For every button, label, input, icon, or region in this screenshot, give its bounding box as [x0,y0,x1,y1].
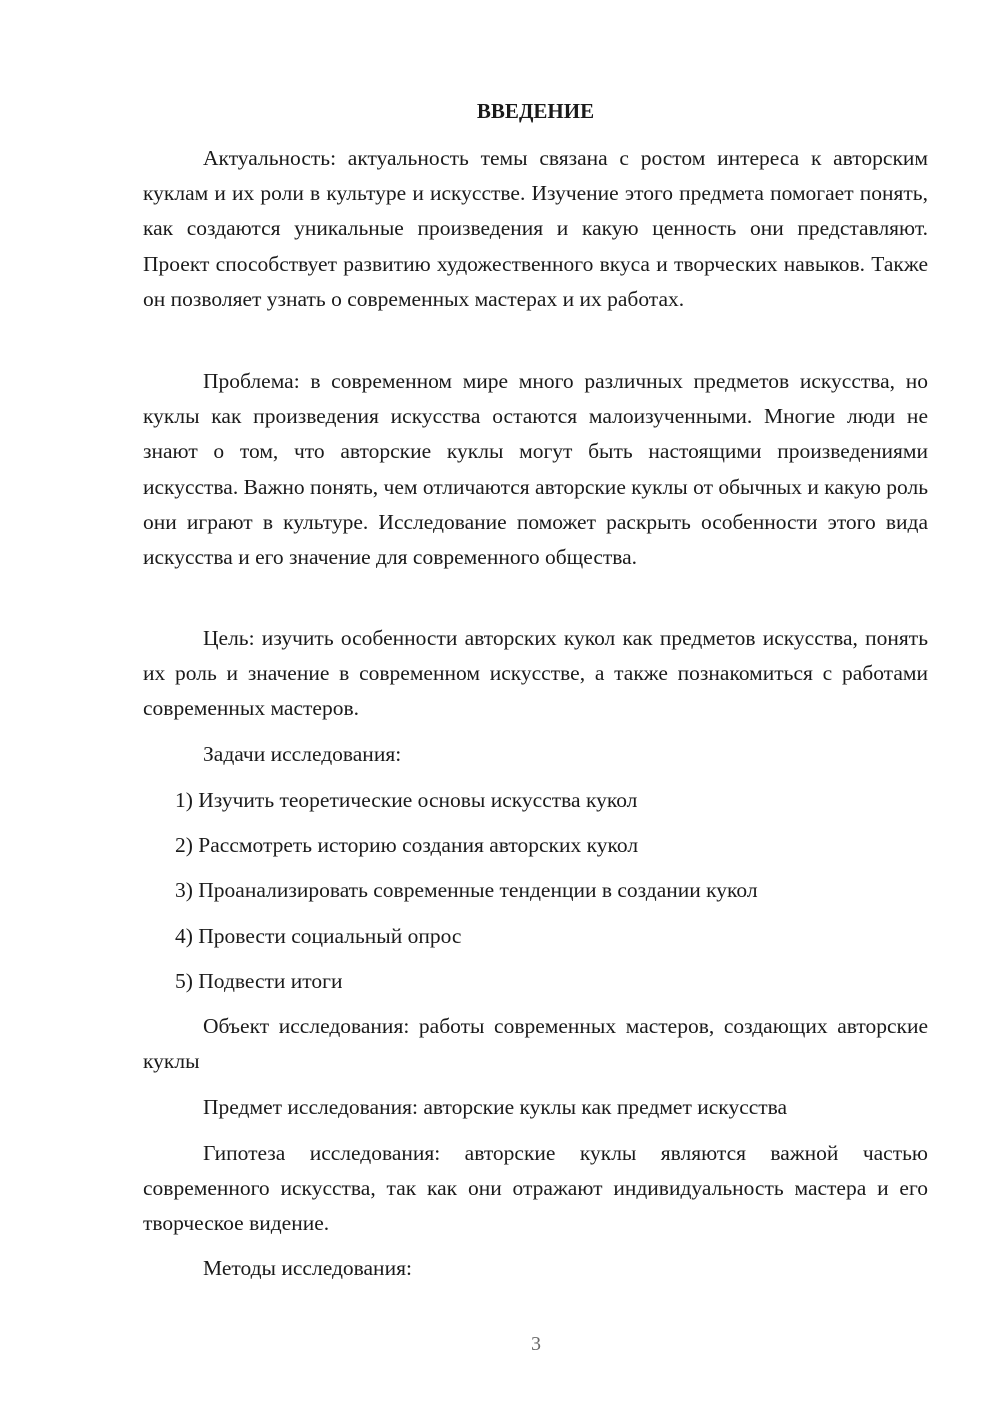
tasks-heading: Задачи исследования: [203,742,402,766]
methods-heading: Методы исследования: [203,1256,412,1280]
page-title: ВВЕДЕНИЕ [476,99,595,123]
task-item-4: 4) Провести социальный опрос [175,924,462,948]
paragraph-object: Объект исследования: работы современных мастеров, создающих авторские куклы [143,1014,928,1074]
paragraph-subject: Предмет исследования: авторские куклы как предмет искусства [203,1095,788,1119]
task-item-5: 5) Подвести итоги [175,969,343,993]
task-item-2: 2) Рассмотреть историю создания авторских кукол [175,833,639,857]
paragraph-relevance: Актуальность: актуальность темы связана с ростом интереса к авторским куклам и их роли в культуре и искусстве. Изучение этого предмета помогает понять, как создаются уникальные произведения и какую ценность они представляют. Проект способствует развитию художественного вкуса и творческих навыков. Также он позволяет узнать о современных мастерах и их работах. [143,146,928,311]
paragraph-goal: Цель: изучить особенности авторских кукол как предметов искусства, понять их роль и значение в современном искусстве, а также познакомиться с работами современных мастеров. [143,626,928,721]
task-item-3: 3) Проанализировать современные тенденции в создании кукол [175,878,758,902]
page-number: 3 [531,1333,541,1355]
paragraph-problem: Проблема: в современном мире много различных предметов искусства, но куклы как произведения искусства остаются малоизученными. Многие люди не знают о том, что авторские куклы могут быть настоящими произведениями искусства. Важно понять, чем отличаются авторские куклы от обычных и какую роль они играют в культуре. Исследование поможет раскрыть особенности этого вида искусства и его значение для современного общества. [143,369,929,570]
paragraph-hypothesis: Гипотеза исследования: авторские куклы являются важной частью современного искусства, так как они отражают индивидуальность мастера и его творческое видение. [143,1141,928,1236]
task-item-1: 1) Изучить теоретические основы искусства кукол [175,788,638,812]
